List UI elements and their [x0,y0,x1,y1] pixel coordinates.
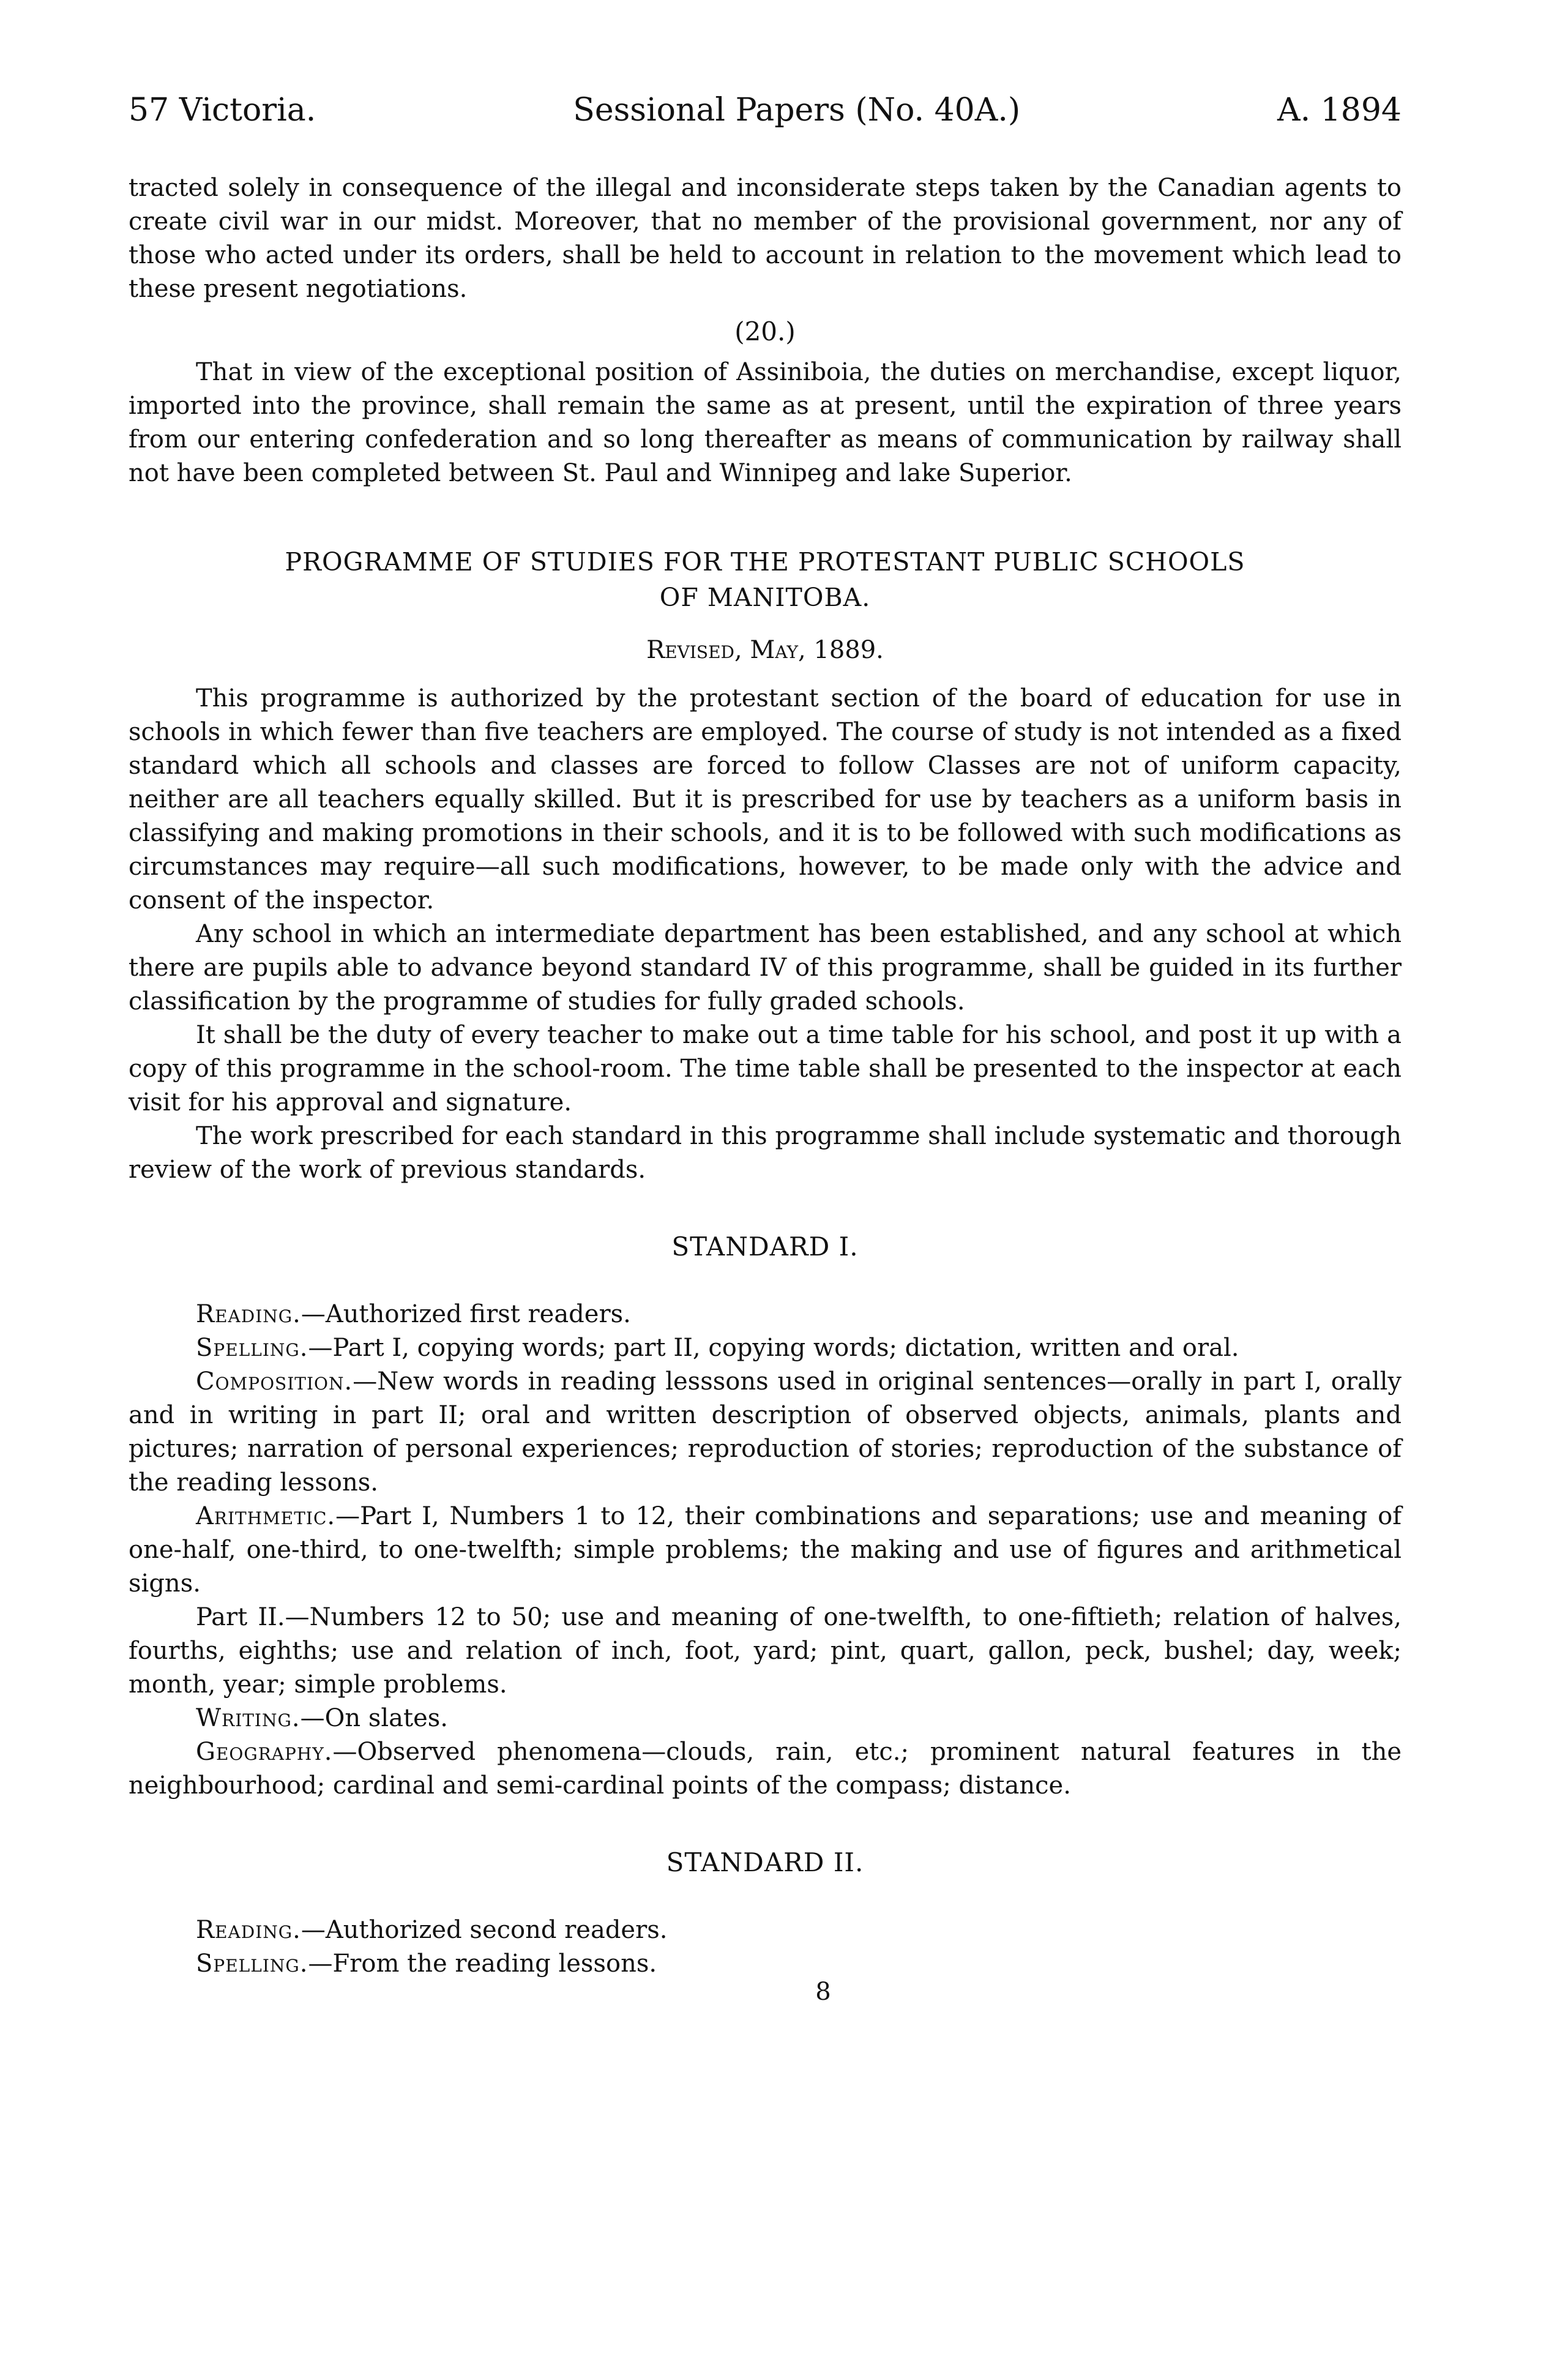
standard-1-heading: STANDARD I. [671,1232,859,1262]
subject-label: Writing. [196,1704,301,1732]
running-header [129,92,1402,147]
subject-text: —Part I, Numbers 1 to 12, their combinations and separations; use and meaning of one-half, one-third, to one-twelfth; simple problems; the making and use of figures and arithmetical signs. [129,1502,1402,1598]
subject-entry [129,1735,1402,1803]
subject-text: —Authorized second readers. [301,1916,668,1944]
subject-entry [129,1500,1402,1601]
revised-date: Revised, May, 1889. [646,636,884,664]
subject-entry [129,1601,1402,1702]
programme-paragraph: This programme is authorized by the protestant section of the board of education for use in schools in which fewer than five teachers are employed. The course of study is not intended as a fixed standard which all schools and classes are forced to follow Classes are not of uniform capacity, neither are all teachers equally skilled. But it is prescribed for use by teachers as a uniform basis in classifying and making promotions in their schools, and it is to be followed with such modifications as circumstances may require—all such modifications, however, to be made only with the advice and consent of the inspector. [129,684,1402,914]
subject-text: —From the reading lessons. [308,1950,657,1978]
programme-paragraph: It shall be the duty of every teacher to make out a time table for his school, and post it up with a copy of this programme in the school-room. The time table shall be presented to the inspector at each visit for his approval and signature. [129,1021,1402,1116]
subject-entry [129,1947,1402,1981]
subject-text: —Authorized first readers. [301,1300,631,1328]
subject-entry [129,1331,1402,1365]
subject-text: —New words in reading lesssons used in original sentences—orally in part I, orally and in writing in part II; oral and written description of observed objects, animals, plants and pictures; narration of personal experiences; reproduction of stories; reproduction of the substance of the reading lessons. [129,1367,1402,1497]
subject-label: Reading. [196,1916,301,1944]
programme-paragraph: The work prescribed for each standard in this programme shall include systematic and thorough review of the work of previous standards. [129,1122,1402,1184]
header-center: Sessional Papers (No. 40A.) [573,92,1021,129]
header-left: 57 Victoria. [129,92,316,129]
header-right: A. 1894 [1277,92,1402,129]
page-number: 8 [815,1978,831,2006]
programme-title-line-1: PROGRAMME OF STUDIES FOR THE PROTESTANT PUBLIC SCHOOLS [285,547,1245,577]
programme-title [129,544,1402,615]
programme-paragraph: Any school in which an intermediate department has been established, and any school at which there are pupils able to advance beyond standard IV of this programme, shall be guided in its further classification by the programme of studies for fully graded schools. [129,920,1402,1015]
standard-2-heading: STANDARD II. [666,1847,864,1877]
subject-label: Spelling. [196,1334,308,1362]
subject-text: —Observed phenomena—clouds, rain, etc.; prominent natural features in the neighbourhood; cardinal and semi-cardinal points of the compass; distance. [129,1738,1402,1800]
subject-text: —On slates. [300,1704,449,1732]
subject-entry [129,1365,1402,1500]
programme-title-line-2: OF MANITOBA. [659,583,871,612]
subject-entry [129,1913,1402,1947]
subject-text: —Part I, copying words; part II, copying words; dictation, written and oral. [308,1334,1239,1362]
article-paragraph: That in view of the exceptional position of Assiniboia, the duties on merchandise, except liquor, imported into the province, shall remain the same as at present, until the expiration of three years from our entering confederation and so long thereafter as means of communication by railway shall not have been completed between St. Paul and Winnipeg and lake Superior. [129,358,1402,487]
subject-entry [129,1298,1402,1331]
subject-label: Spelling. [196,1950,308,1978]
article-number: (20.) [734,316,796,346]
subject-label: Reading. [196,1300,301,1328]
subject-label: Arithmetic. [196,1502,336,1530]
subject-entry [129,1702,1402,1735]
subject-label: Composition. [196,1367,353,1396]
intro-paragraph: tracted solely in consequence of the illegal and inconsiderate steps taken by the Canadian agents to create civil war in our midst. Moreover, that no member of the provisional government, nor any of those who acted under its orders, shall be held to account in relation to the movement which lead to these present negotiations. [129,174,1402,303]
subject-text: Part II.—Numbers 12 to 50; use and meaning of one-twelfth, to one-fiftieth; relation of halves, fourths, eighths; use and relation of inch, foot, yard; pint, quart, gallon, peck, bushel; day, week; month, year; simple problems. [129,1603,1402,1699]
subject-label: Geography. [196,1738,333,1766]
